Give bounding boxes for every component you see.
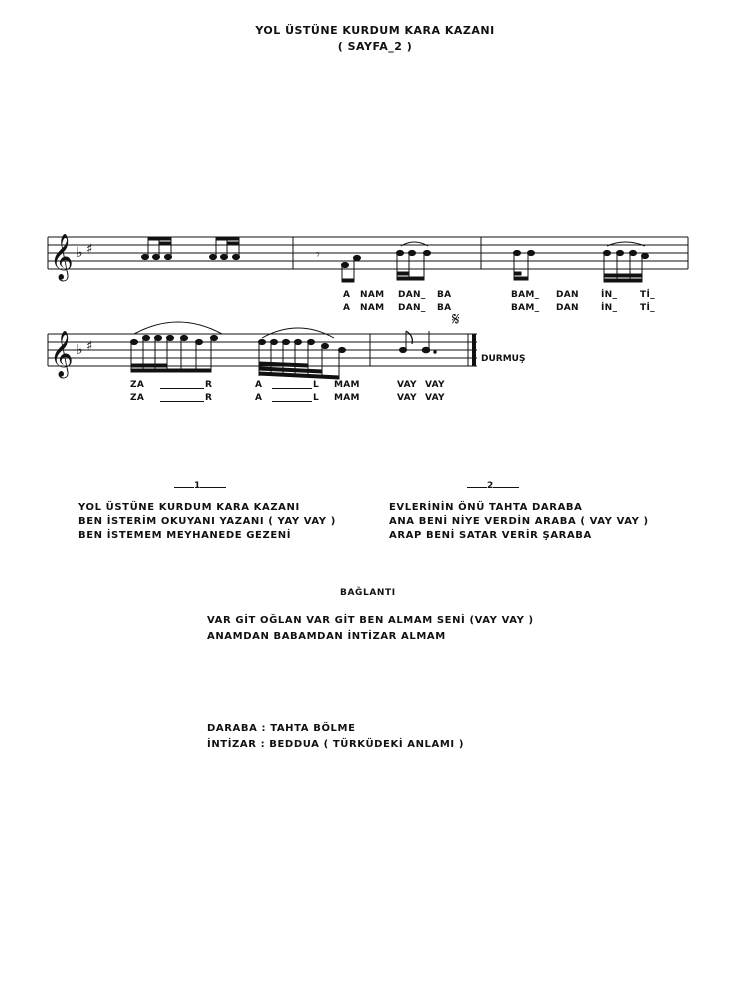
- lyric-in: İN_: [601, 303, 618, 313]
- page-label: ( SAYFA_2 ): [337, 40, 413, 53]
- treble-clef-icon: 𝄞: [50, 234, 74, 280]
- glossary-line: DARABA : TAHTA BÖLME: [207, 723, 356, 734]
- notes-m5: [400, 309, 461, 353]
- flat-icon: ♭: [76, 245, 83, 261]
- lyric-a: A: [343, 290, 351, 300]
- baglanti-line: ANAMDAN BABAMDAN İNTİZAR ALMAM: [207, 631, 446, 642]
- lyric-za: ZA: [130, 380, 145, 390]
- lyric-a2: A: [255, 393, 263, 403]
- lyric-extender: [272, 380, 312, 389]
- lyric-vay: VAY: [397, 393, 417, 403]
- verse-2-line: EVLERİNİN ÖNÜ TAHTA DARABA: [389, 502, 583, 513]
- lyric-r: R: [205, 393, 213, 403]
- lyric-dan: DAN_: [398, 303, 426, 313]
- lyric-vay: VAY: [397, 380, 417, 390]
- lyric-nam: NAM: [360, 290, 385, 300]
- lyric-ba: BA: [437, 303, 452, 313]
- baglanti-heading: BAĞLANTI: [340, 588, 396, 598]
- lyric-l: L: [313, 393, 320, 403]
- verse-1-number: 1: [174, 481, 226, 491]
- lyric-l: L: [313, 380, 320, 390]
- song-title: YOL ÜSTÜNE KURDUM KARA KAZANI: [255, 24, 495, 37]
- lyric-vay2: VAY: [425, 393, 445, 403]
- verse-2-line: ANA BENİ NİYE VERDİN ARABA ( VAY VAY ): [389, 516, 649, 527]
- lyric-r: R: [205, 380, 213, 390]
- verse-1-line: BEN İSTEMEM MEYHANEDE GEZENİ: [78, 530, 292, 541]
- lyric-mam: MAM: [334, 380, 360, 390]
- verse-2-line: ARAP BENİ SATAR VERİR ŞARABA: [389, 530, 592, 541]
- notes-m1: [142, 237, 240, 260]
- lyric-vay2: VAY: [425, 380, 445, 390]
- glossary-line: İNTİZAR : BEDDUA ( TÜRKÜDEKİ ANLAMI ): [207, 739, 464, 750]
- baglanti-line: VAR GİT OĞLAN VAR GİT BEN ALMAM SENİ (VAY VAY ): [207, 615, 534, 626]
- flat-icon: ♭: [76, 342, 83, 358]
- sharp-icon: ♯: [86, 339, 93, 354]
- lyric-extender: [160, 393, 204, 402]
- lyric-za: ZA: [130, 393, 145, 403]
- lyric-extender: [272, 393, 312, 402]
- lyric-dan: DAN_: [398, 290, 426, 300]
- lyric-ba: BA: [437, 290, 452, 300]
- lyric-bam: BAM_: [511, 303, 540, 313]
- lyric-mam: MAM: [334, 393, 360, 403]
- lyric-bam: BAM_: [511, 290, 540, 300]
- treble-clef-icon: 𝄞: [50, 331, 74, 377]
- staff-1-lines: [48, 237, 688, 269]
- lyric-dan2: DAN: [556, 303, 579, 313]
- verse-2-number: 2: [467, 481, 519, 491]
- lyric-dan2: DAN: [556, 290, 579, 300]
- lyric-ti: Tİ_: [640, 303, 655, 313]
- segno-icon: 𝄋: [452, 309, 460, 330]
- lyric-nam: NAM: [360, 303, 385, 313]
- verse-1-line: YOL ÜSTÜNE KURDUM KARA KAZANI: [78, 502, 300, 513]
- verse-1-line: BEN İSTERİM OKUYANI YAZANI ( YAY VAY ): [78, 516, 336, 527]
- lyric-extender: [160, 380, 204, 389]
- sharp-icon: ♯: [86, 242, 93, 257]
- lyric-a2: A: [255, 380, 263, 390]
- notes-m2: [316, 242, 431, 282]
- lyric-a: A: [343, 303, 351, 313]
- svg-text:𝄾: 𝄾: [316, 247, 320, 263]
- durmus-mark: DURMUŞ: [481, 354, 526, 364]
- lyric-in: İN_: [601, 290, 618, 300]
- lyric-ti: Tİ_: [640, 290, 655, 300]
- notes-m3: [514, 242, 649, 282]
